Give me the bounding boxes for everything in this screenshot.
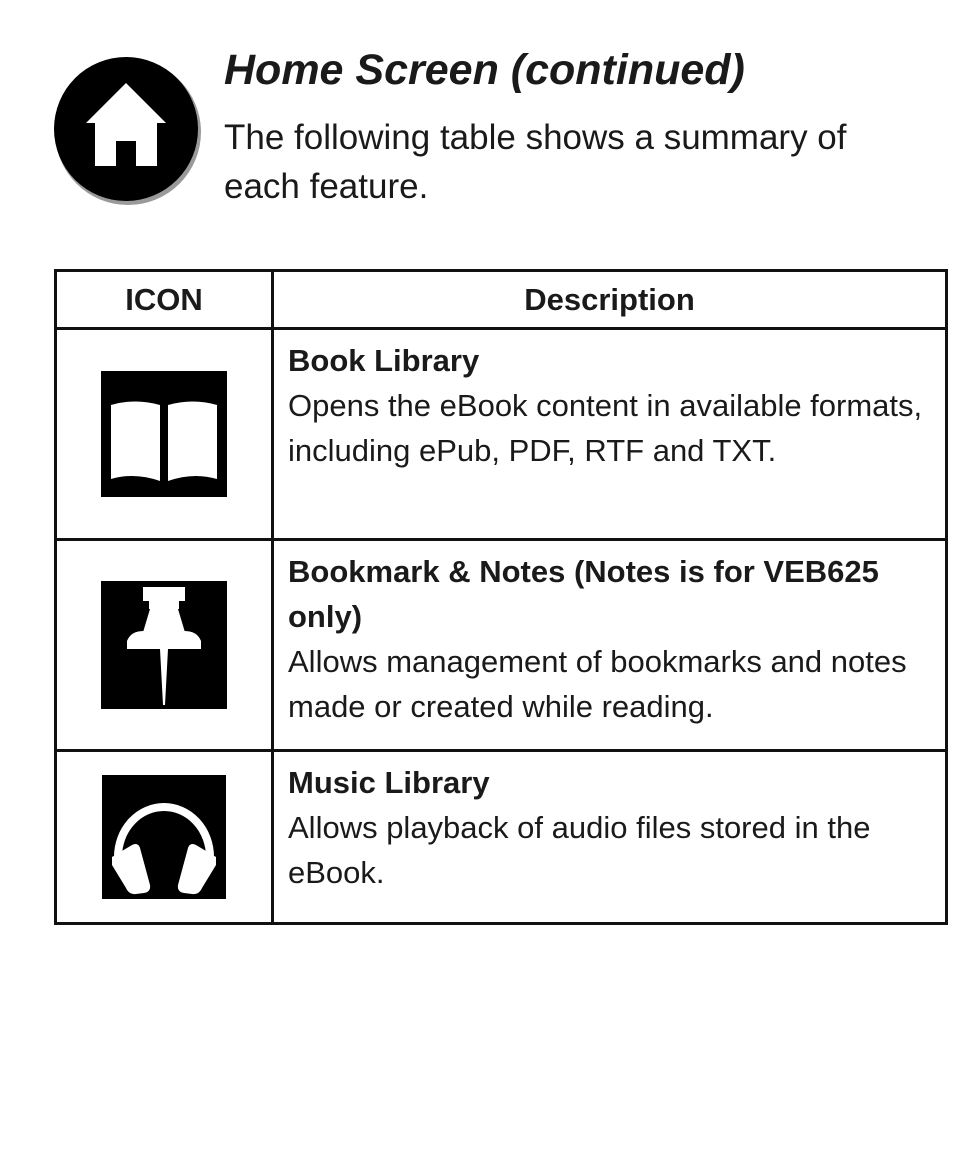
page-header (0, 0, 954, 240)
icon-cell (56, 329, 273, 540)
icon-cell (56, 540, 273, 751)
description-cell (273, 329, 947, 540)
feature-name: Bookmark & Notes (Notes is for VEB625 only) (288, 554, 879, 634)
feature-description: Allows playback of audio files stored in the eBook. (288, 810, 871, 890)
column-header-icon: ICON (56, 271, 273, 329)
feature-description: Allows management of bookmarks and notes made or created while reading. (288, 644, 907, 724)
description-cell (273, 751, 947, 924)
column-header-description: Description (273, 271, 947, 329)
icon-cell (56, 751, 273, 924)
feature-name: Book Library (288, 343, 480, 378)
table-row (56, 540, 947, 751)
pushpin-icon (101, 581, 227, 709)
table-row (56, 751, 947, 924)
feature-description: Opens the eBook content in available formats, including ePub, PDF, RTF and TXT. (288, 388, 923, 468)
table-header-row (56, 271, 947, 329)
home-icon (53, 56, 203, 206)
feature-name: Music Library (288, 765, 490, 800)
intro-text: The following table shows a summary of each feature. (224, 118, 847, 206)
table-row (56, 329, 947, 540)
description-cell (273, 540, 947, 751)
open-book-icon (101, 371, 227, 497)
headphones-icon (102, 775, 226, 899)
page-title: Home Screen (continued) (224, 46, 745, 94)
feature-table (54, 269, 948, 925)
